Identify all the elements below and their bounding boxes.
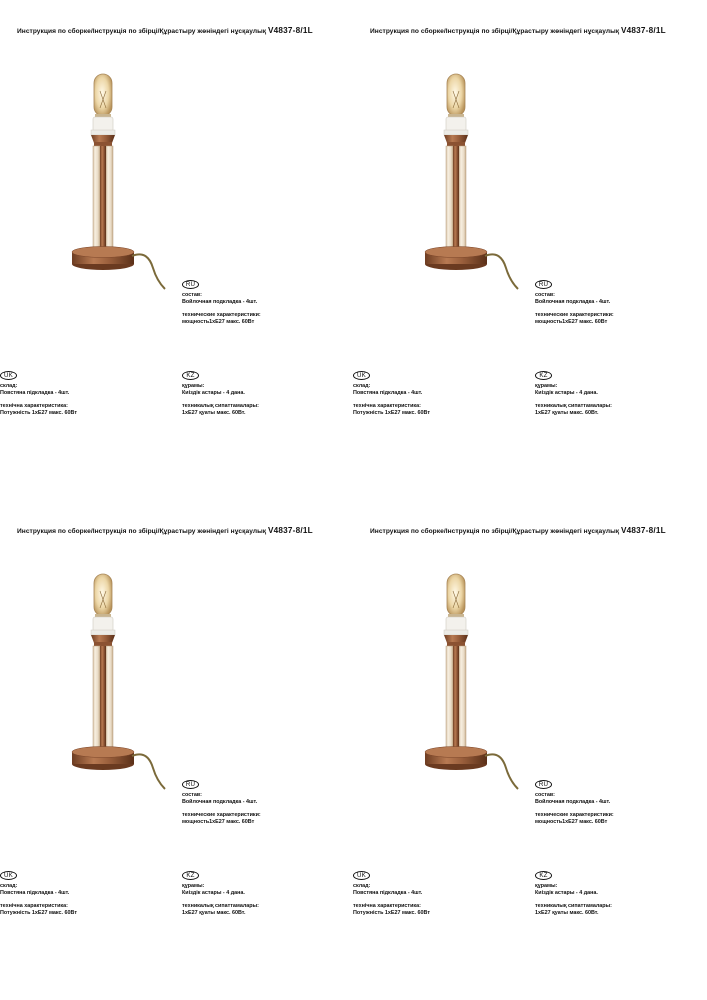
glass-column-left [93,646,100,751]
section-ru [535,780,614,826]
section-uk [0,371,77,417]
center-rod [100,146,106,252]
ru-tech-label: технические характеристики: [182,312,261,319]
ru-tech-value: мощность1хЕ27 макс. 60Вт [182,818,255,825]
model-code: V4837-8/1L [621,26,666,35]
ru-tech-value: мощность1хЕ27 макс. 60Вт [535,318,608,325]
uk-badge: UK [353,871,370,880]
uk-badge: UK [353,371,370,380]
glass-column-right [106,146,113,251]
power-cord [132,254,165,289]
kz-set-value: Киіздік астары - 4 дана. [182,889,245,896]
kz-tech-value: 1хЕ27 қуаты макс. 60Вт. [182,409,246,416]
kz-tech-value: 1хЕ27 қуаты макс. 60Вт. [182,909,246,916]
instruction-title [370,26,666,35]
bulb-shape [447,574,465,616]
table-lamp-image [32,46,192,296]
ru-set-label: состав: [182,792,202,798]
section-kz [182,871,259,917]
table-lamp-image [385,46,545,296]
ru-set-value: Войлочная подкладка - 4шт. [182,298,258,305]
uk-tech-value: Потужність 1хЕ27 макс. 60Вт [0,409,77,416]
glass-column-left [446,146,453,251]
section-ru [182,780,261,826]
uk-set-label: склад: [0,883,18,889]
instruction-title [17,26,313,35]
power-cord [132,754,165,789]
uk-set-value: Повстяна підкладка - 4шт. [0,389,70,396]
instruction-card [0,0,353,500]
kz-badge: KZ [535,871,552,880]
uk-tech-label: технічна характеристика: [353,403,421,410]
instruction-card [0,500,353,1000]
kz-set-value: Киіздік астары - 4 дана. [182,389,245,396]
uk-set-value: Повстяна підкладка - 4шт. [353,889,423,896]
title-text: Инструкция по сборке/Інструкція по збірці/Құрастыру жөніндегі нұсқаулық [370,528,620,535]
model-code: V4837-8/1L [268,26,313,35]
glass-column-left [446,646,453,751]
power-cord [485,254,518,289]
kz-badge: KZ [182,371,199,380]
ru-set-label: состав: [182,292,202,298]
ru-set-label: состав: [535,292,555,298]
uk-tech-label: технічна характеристика: [0,403,68,410]
kz-badge: KZ [182,871,199,880]
kz-badge: KZ [535,371,552,380]
section-uk [0,871,77,917]
kz-tech-label: техникалық сипаттамалары: [535,903,612,910]
uk-set-label: склад: [353,883,371,889]
kz-set-label: құрамы: [535,383,558,389]
center-rod [453,146,459,252]
ru-badge: RU [182,780,199,789]
kz-tech-label: техникалық сипаттамалары: [182,403,259,410]
uk-set-value: Повстяна підкладка - 4шт. [353,389,423,396]
kz-tech-value: 1хЕ27 қуаты макс. 60Вт. [535,909,599,916]
uk-tech-label: технічна характеристика: [353,903,421,910]
kz-set-label: құрамы: [182,383,205,389]
section-kz [182,371,259,417]
bulb-shape [447,74,465,116]
instruction-title [370,526,666,535]
kz-tech-value: 1хЕ27 қуаты макс. 60Вт. [535,409,599,416]
uk-tech-label: технічна характеристика: [0,903,68,910]
kz-set-value: Киіздік астары - 4 дана. [535,389,598,396]
kz-tech-label: техникалық сипаттамалары: [182,903,259,910]
table-lamp-image [32,546,192,796]
uk-set-label: склад: [353,383,371,389]
ru-badge: RU [182,280,199,289]
ru-badge: RU [535,780,552,789]
title-text: Инструкция по сборке/Інструкція по збірці/Құрастыру жөніндегі нұсқаулық [17,528,267,535]
ru-badge: RU [535,280,552,289]
uk-tech-value: Потужність 1хЕ27 макс. 60Вт [353,909,430,916]
ru-set-value: Войлочная подкладка - 4шт. [182,798,258,805]
glass-column-left [93,146,100,251]
instruction-title [17,526,313,535]
ru-tech-label: технические характеристики: [182,812,261,819]
uk-tech-value: Потужність 1хЕ27 макс. 60Вт [353,409,430,416]
power-cord [485,754,518,789]
instruction-card [353,500,706,1000]
uk-tech-value: Потужність 1хЕ27 макс. 60Вт [0,909,77,916]
kz-set-value: Киіздік астары - 4 дана. [535,889,598,896]
center-rod [100,646,106,752]
kz-set-label: құрамы: [182,883,205,889]
bulb-shape [94,74,112,116]
section-uk [353,371,430,417]
uk-set-label: склад: [0,383,18,389]
uk-badge: UK [0,871,17,880]
title-text: Инструкция по сборке/Інструкція по збірці/Құрастыру жөніндегі нұсқаулық [370,28,620,35]
ru-tech-label: технические характеристики: [535,312,614,319]
ru-tech-value: мощность1хЕ27 макс. 60Вт [182,318,255,325]
glass-column-right [459,646,466,751]
kz-set-label: құрамы: [535,883,558,889]
model-code: V4837-8/1L [268,526,313,535]
model-code: V4837-8/1L [621,526,666,535]
glass-column-right [106,646,113,751]
kz-tech-label: техникалық сипаттамалары: [535,403,612,410]
center-rod [453,646,459,752]
ru-tech-label: технические характеристики: [535,812,614,819]
instruction-card [353,0,706,500]
section-ru [535,280,614,326]
bulb-shape [94,574,112,616]
table-lamp-image [385,546,545,796]
uk-badge: UK [0,371,17,380]
title-text: Инструкция по сборке/Інструкція по збірці/Құрастыру жөніндегі нұсқаулық [17,28,267,35]
glass-column-right [459,146,466,251]
ru-set-label: состав: [535,792,555,798]
section-ru [182,280,261,326]
section-kz [535,371,612,417]
section-uk [353,871,430,917]
ru-tech-value: мощность1хЕ27 макс. 60Вт [535,818,608,825]
section-kz [535,871,612,917]
ru-set-value: Войлочная подкладка - 4шт. [535,798,611,805]
ru-set-value: Войлочная подкладка - 4шт. [535,298,611,305]
uk-set-value: Повстяна підкладка - 4шт. [0,889,70,896]
